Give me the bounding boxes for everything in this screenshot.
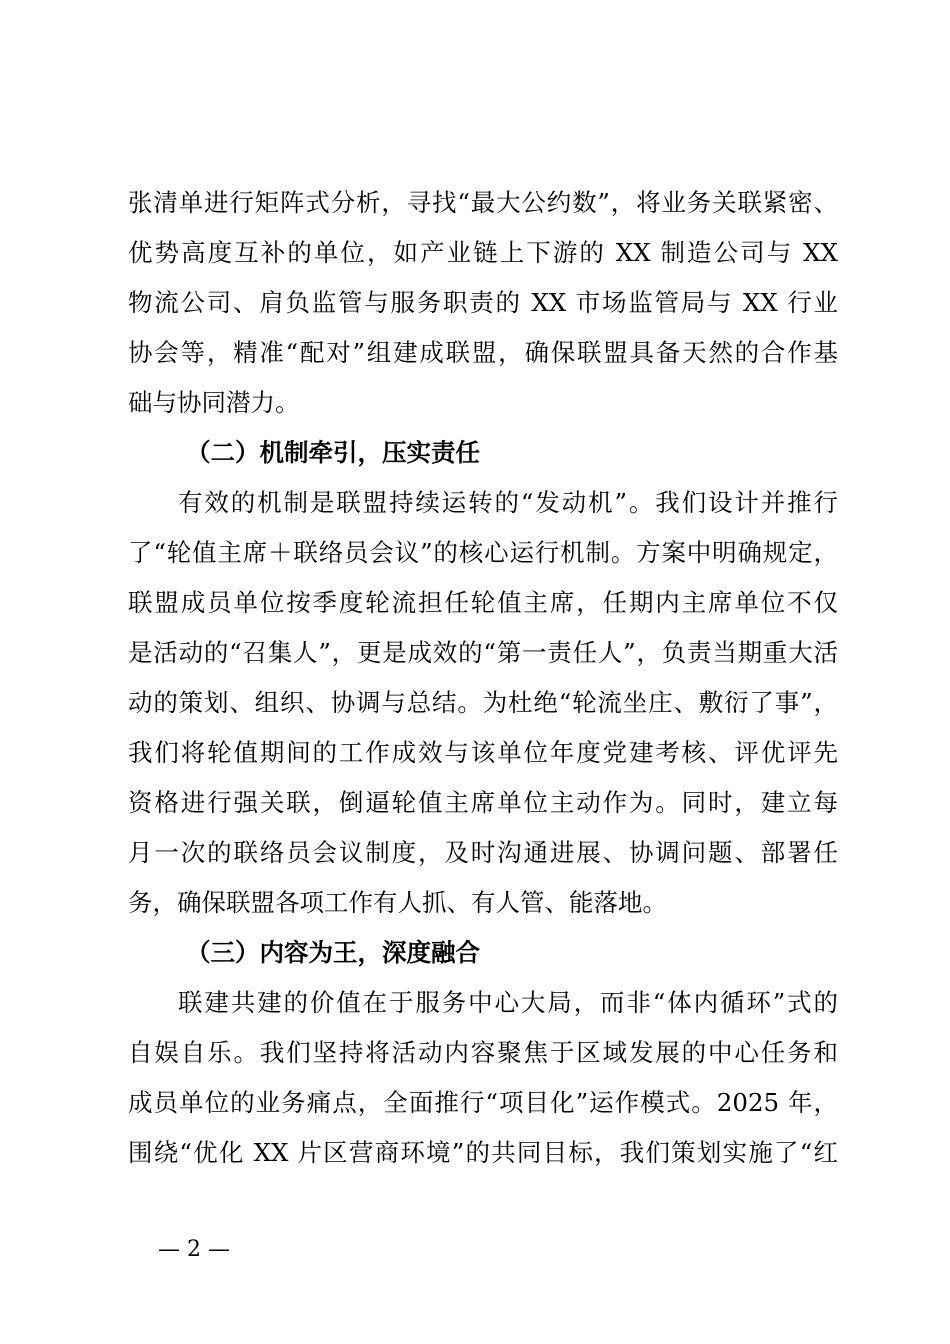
- paragraph-1-line-1: 张清单进行矩阵式分析，寻找“最大公约数”，将业务关联紧密、: [128, 188, 838, 217]
- section-3-line-1: 联建共建的价值在于服务中心大局，而非“体内循环”式的: [178, 988, 838, 1017]
- paragraph-1-line-4: 协会等，精准“配对”组建成联盟，确保联盟具备天然的合作基: [128, 338, 838, 367]
- paragraph-1-line-3: 物流公司、肩负监管与服务职责的 XX 市场监管局与 XX 行业: [128, 288, 838, 317]
- section-2-line-5: 动的策划、组织、协调与总结。为杜绝“轮流坐庄、敷衍了事”，: [128, 688, 838, 717]
- section-2-line-6: 我们将轮值期间的工作成效与该单位年度党建考核、评优评先: [128, 738, 838, 767]
- paragraph-1-line-2: 优势高度互补的单位，如产业链上下游的 XX 制造公司与 XX: [128, 238, 838, 267]
- section-3-line-4: 围绕“优化 XX 片区营商环境”的共同目标，我们策划实施了“红: [128, 1138, 838, 1167]
- section-2-line-3: 联盟成员单位按季度轮流担任轮值主席，任期内主席单位不仅: [128, 588, 838, 617]
- page-number: — 2 —: [158, 1237, 230, 1262]
- section-2-line-8: 月一次的联络员会议制度，及时沟通进展、协调问题、部署任: [128, 838, 838, 867]
- paragraph-1-line-5: 础与协同潜力。: [128, 388, 300, 417]
- section-3-line-3: 成员单位的业务痛点，全面推行“项目化”运作模式。2025 年，: [128, 1088, 838, 1117]
- section-2-line-1: 有效的机制是联盟持续运转的“发动机”。我们设计并推行: [178, 488, 838, 517]
- section-2-line-9: 务，确保联盟各项工作有人抓、有人管、能落地。: [128, 888, 667, 917]
- section-2-line-4: 是活动的“召集人”，更是成效的“第一责任人”，负责当期重大活: [128, 638, 838, 667]
- section-2-line-2: 了“轮值主席＋联络员会议”的核心运行机制。方案中明确规定，: [128, 538, 838, 567]
- section-2-line-7: 资格进行强关联，倒逼轮值主席单位主动作为。同时，建立每: [128, 788, 838, 817]
- section-3-line-2: 自娱自乐。我们坚持将活动内容聚焦于区域发展的中心任务和: [128, 1038, 838, 1067]
- section-2-heading: （二）机制牵引，压实责任: [186, 438, 480, 467]
- section-3-heading: （三）内容为王，深度融合: [186, 938, 480, 967]
